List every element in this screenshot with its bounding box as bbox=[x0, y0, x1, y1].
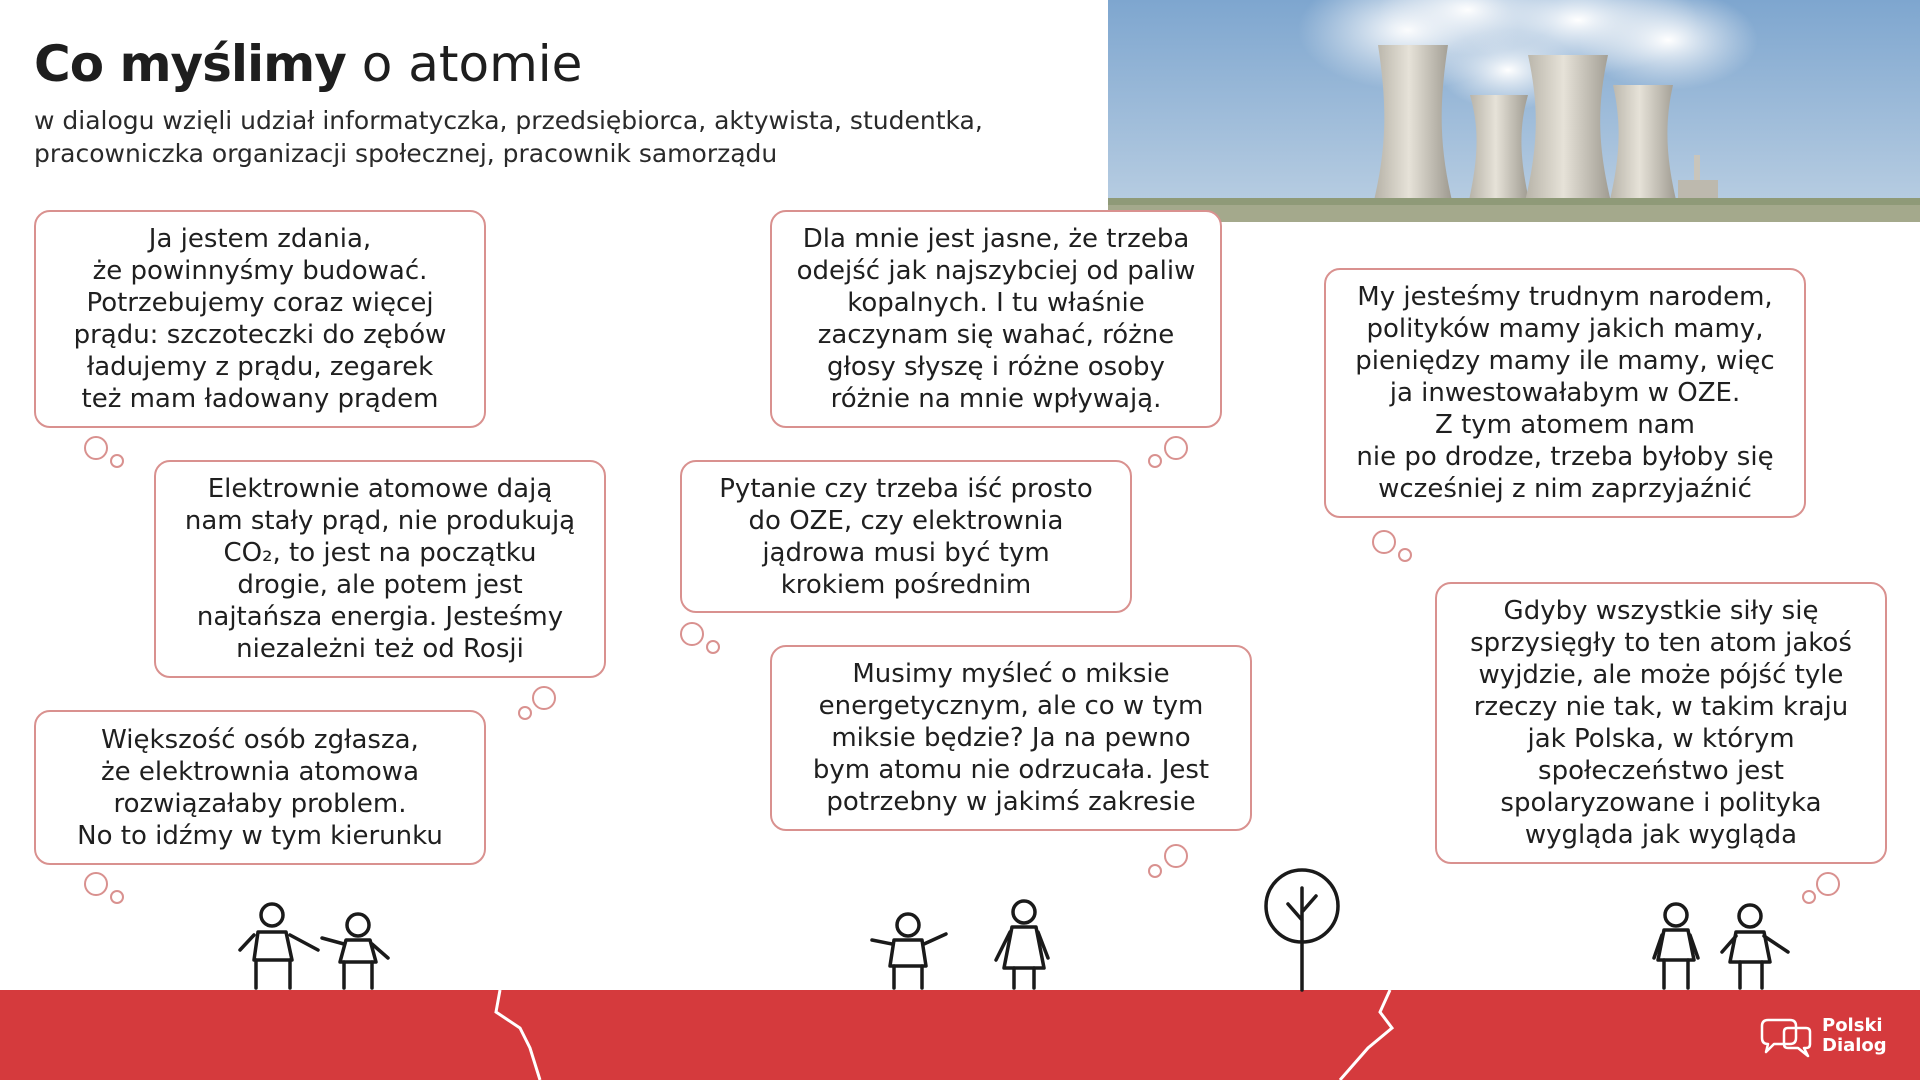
bubble-tail-dot bbox=[84, 872, 108, 896]
person-icon bbox=[872, 914, 946, 988]
person-icon bbox=[322, 914, 388, 988]
cooling-towers-photo bbox=[1108, 0, 1920, 222]
bubble-tail-dot bbox=[680, 622, 704, 646]
quote-bubble-5 bbox=[680, 460, 1132, 613]
quote-text-5: Pytanie czy trzeba iść prosto do OZE, czy elektrownia jądrowa musi być tym krokiem pośrednim bbox=[719, 473, 1093, 600]
logo-line-1: Polski bbox=[1822, 1015, 1883, 1036]
quote-text-7: My jesteśmy trudnym narodem, polityków mamy jakich mamy, pieniędzy mamy ile mamy, więc ja inwestowałabym w OZE. Z tym atomem nam nie po drodze, trzeba byłoby się wcześniej z nim zaprzyjaźnić bbox=[1355, 282, 1775, 504]
bubble-tail-dot bbox=[1148, 454, 1162, 468]
quote-bubble-4 bbox=[770, 210, 1222, 428]
person-icon bbox=[1654, 904, 1698, 988]
quote-bubble-3 bbox=[34, 710, 486, 865]
bubble-tail-dot bbox=[706, 640, 720, 654]
quote-bubble-1 bbox=[34, 210, 486, 428]
participants-subtitle bbox=[34, 104, 1074, 170]
person-icon bbox=[240, 904, 318, 988]
logo-wordmark bbox=[1822, 1016, 1887, 1056]
title-bold: Co myślimy bbox=[34, 35, 346, 93]
quote-text-3: Większość osób zgłasza, że elektrownia atomowa rozwiązałaby problem. No to idźmy w tym kierunku bbox=[77, 724, 443, 851]
bubble-tail-dot bbox=[1816, 872, 1840, 896]
red-ground-strip bbox=[0, 990, 1920, 1080]
bubble-tail-dot bbox=[518, 706, 532, 720]
tree-icon bbox=[1266, 870, 1338, 990]
bubble-tail-dot bbox=[1164, 436, 1188, 460]
person-icon bbox=[996, 901, 1048, 988]
subtitle-line-2: pracowniczka organizacji społecznej, pracownik samorządu bbox=[34, 139, 778, 168]
quote-bubble-7 bbox=[1324, 268, 1806, 518]
bubble-tail-dot bbox=[110, 454, 124, 468]
quote-text-6: Musimy myśleć o miksie energetycznym, ale co w tym miksie będzie? Ja na pewno bym atomu nie odrzucała. Jest potrzebny w jakimś zakresie bbox=[812, 659, 1210, 817]
quote-bubble-6 bbox=[770, 645, 1252, 831]
bubble-tail-dot bbox=[1372, 530, 1396, 554]
title-rest: o atomie bbox=[345, 35, 583, 93]
quote-text-8: Gdyby wszystkie siły się sprzysięgły to ten atom jakoś wyjdzie, ale może pójść tyle rzeczy nie tak, w takim kraju jak Polska, w którym społeczeństwo jest spolaryzowane i polityka wygląda jak wygląda bbox=[1470, 596, 1852, 850]
subtitle-line-1: w dialogu wzięli udział informatyczka, przedsiębiorca, aktywista, studentka, bbox=[34, 106, 983, 135]
bubble-tail-dot bbox=[1398, 548, 1412, 562]
bubble-tail-dot bbox=[84, 436, 108, 460]
bubble-tail-dot bbox=[1148, 864, 1162, 878]
quote-bubble-8 bbox=[1435, 582, 1887, 864]
bubble-tail-dot bbox=[110, 890, 124, 904]
logo-line-2: Dialog bbox=[1822, 1035, 1887, 1056]
quote-text-4: Dla mnie jest jasne, że trzeba odejść jak najszybciej od paliw kopalnych. I tu właśnie zaczynam się wahać, różne głosy słyszę i różne osoby różnie na mnie wpływają. bbox=[796, 224, 1196, 414]
bubble-tail-dot bbox=[1802, 890, 1816, 904]
quote-text-2: Elektrownie atomowe dają nam stały prąd, nie produkują CO₂, to jest na początku drogie, ale potem jest najtańsza energia. Jesteśmy niezależni też od Rosji bbox=[184, 474, 576, 664]
bubble-tail-dot bbox=[532, 686, 556, 710]
quote-text-1: Ja jestem zdania, że powinnyśmy budować. Potrzebujemy coraz więcej prądu: szczoteczki do zębów ładujemy z prądu, zegarek też mam ładowany prądem bbox=[73, 224, 447, 414]
page-title bbox=[34, 32, 582, 96]
quote-bubble-2 bbox=[154, 460, 606, 678]
person-icon bbox=[1722, 905, 1788, 988]
bubble-tail-dot bbox=[1164, 844, 1188, 868]
